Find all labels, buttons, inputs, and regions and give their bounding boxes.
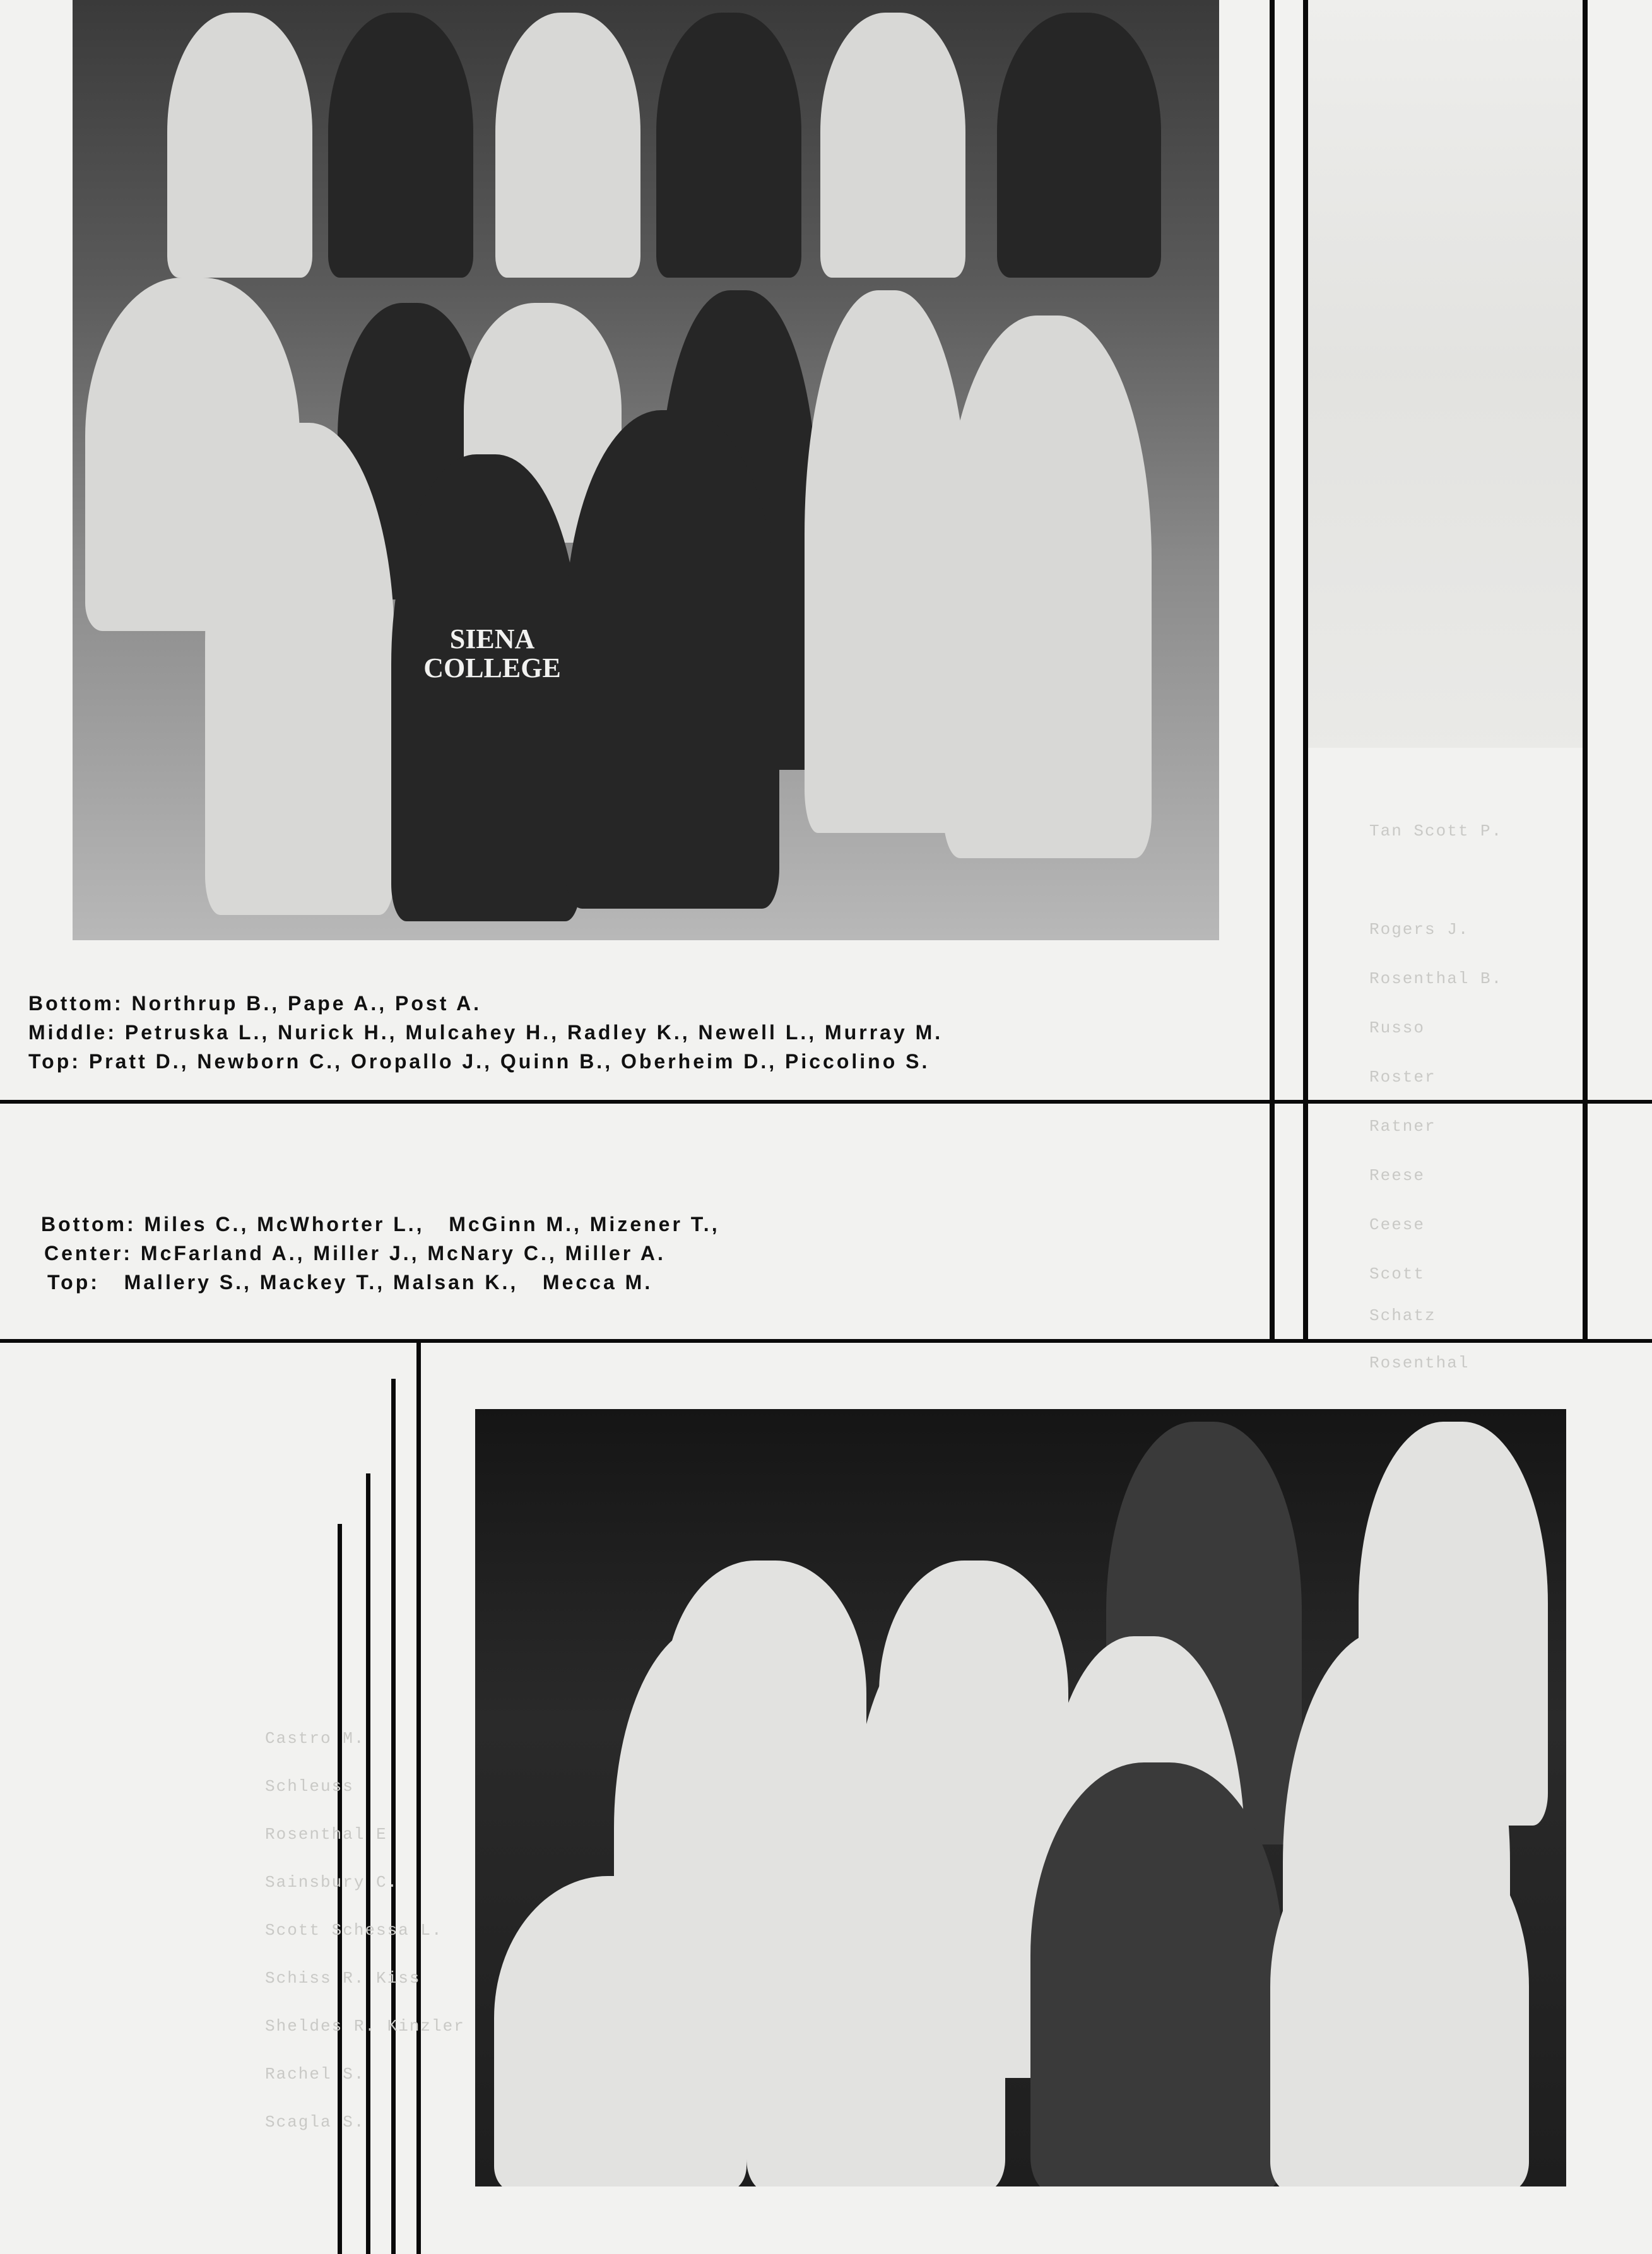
horizontal-rule	[0, 1100, 1652, 1104]
person-figure	[565, 410, 779, 909]
show-through-panel	[1303, 0, 1587, 748]
vertical-rule	[391, 1379, 396, 2254]
show-through-text: Rosenthal E	[265, 1825, 387, 1844]
show-through-text: Castro M.	[265, 1729, 365, 1748]
show-through-text: Tan Scott P.	[1369, 822, 1503, 841]
show-through-text: Rogers J.	[1369, 920, 1470, 939]
show-through-text: Schleuss	[265, 1777, 354, 1796]
person-figure	[494, 1876, 746, 2186]
caption-group2-bottom: Bottom: Miles C., McWhorter L., McGinn M., Mizener T.,	[41, 1213, 720, 1236]
person-figure	[167, 13, 312, 278]
show-through-text: Scott	[1369, 1265, 1425, 1283]
caption-group1-bottom: Bottom: Northrup B., Pape A., Post A.	[28, 992, 482, 1015]
show-through-text: Schatz	[1369, 1306, 1436, 1325]
person-figure	[391, 454, 581, 921]
person-figure	[205, 423, 394, 915]
show-through-text: Scott Schessa L.	[265, 1921, 443, 1940]
person-figure	[943, 316, 1152, 858]
show-through-text: Rosenthal	[1369, 1354, 1470, 1372]
person-figure	[997, 13, 1161, 278]
show-through-text: Scagla S.	[265, 2113, 365, 2132]
show-through-text: Ceese	[1369, 1215, 1425, 1234]
show-through-text: Roster	[1369, 1068, 1436, 1087]
show-through-text: Reese	[1369, 1166, 1425, 1185]
person-figure	[1030, 1762, 1283, 2186]
person-figure	[656, 13, 801, 278]
show-through-text: Russo	[1369, 1018, 1425, 1037]
group-photo-1	[73, 0, 1219, 940]
person-figure	[495, 13, 640, 278]
person-figure	[328, 13, 473, 278]
caption-group1-middle: Middle: Petruska L., Nurick H., Mulcahey H., Radley K., Newell L., Murray M.	[28, 1021, 943, 1044]
person-figure	[746, 1788, 1005, 2186]
horizontal-rule	[0, 1339, 1652, 1343]
person-figure	[820, 13, 965, 278]
caption-group1-top: Top: Pratt D., Newborn C., Oropallo J., Quinn B., Oberheim D., Piccolino S.	[28, 1050, 930, 1073]
group-photo-2	[475, 1409, 1566, 2186]
person-figure	[1270, 1819, 1529, 2186]
caption-group2-center: Center: McFarland A., Miller J., McNary C., Miller A.	[44, 1242, 666, 1265]
show-through-text: Sainsbury C.	[265, 1873, 399, 1892]
vertical-rule	[416, 1341, 421, 2254]
caption-group2-top: Top: Mallery S., Mackey T., Malsan K., Mecca M.	[47, 1271, 653, 1294]
sweatshirt-lettering: SIENA COLLEGE	[423, 623, 561, 684]
show-through-text: Schiss R. Kiss	[265, 1969, 421, 1988]
show-through-text: Rosenthal B.	[1369, 969, 1503, 988]
vertical-rule	[1270, 0, 1275, 1343]
show-through-text: Ratner	[1369, 1117, 1436, 1136]
show-through-text: Sheldes R. Kinzler	[265, 2017, 465, 2036]
vertical-rule	[1583, 0, 1588, 1343]
vertical-rule	[366, 1473, 370, 2254]
vertical-rule	[1303, 0, 1308, 1343]
show-through-text: Rachel S.	[265, 2065, 365, 2084]
